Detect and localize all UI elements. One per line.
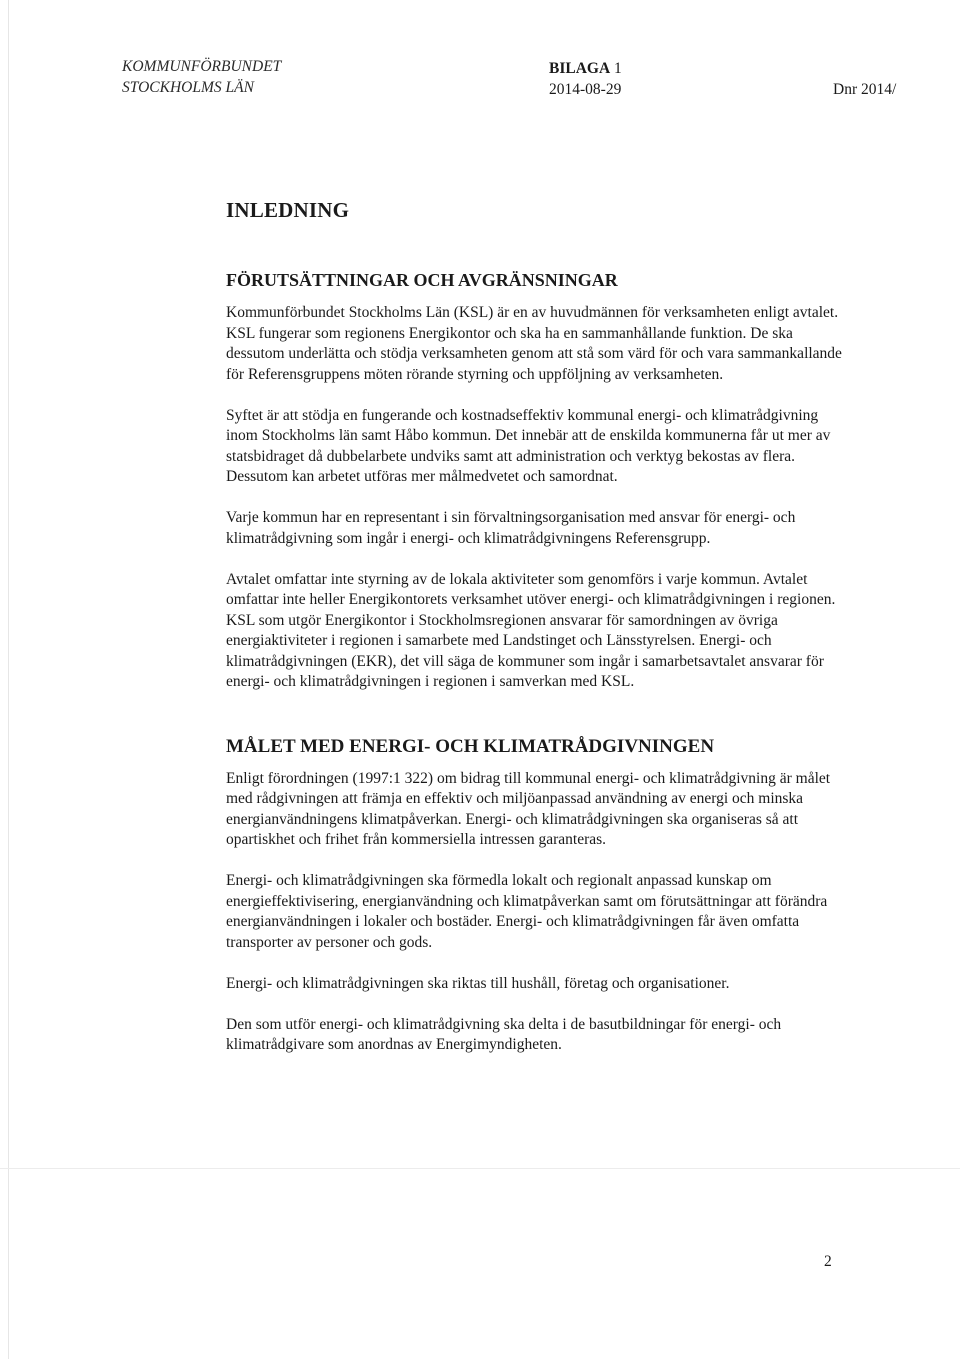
section-heading-prerequisites: FÖRUTSÄTTNINGAR OCH AVGRÄNSNINGAR	[226, 270, 618, 290]
organization-header	[122, 56, 281, 98]
paragraph: Energi- och klimatrådgivningen ska riktas till hushåll, företag och organisationer.	[226, 974, 730, 992]
registration-number: Dnr 2014/	[833, 81, 897, 98]
attachment-number: 1	[614, 60, 622, 77]
organization-name-line2: STOCKHOLMS LÄN	[122, 79, 254, 96]
paragraph: Kommunförbundet Stockholms Län (KSL) är en av huvudmännen för verksamheten enligt avtalet. KSL fungerar som regionens Energikontor och ska ha en sammanhållande funktion. De ska dessutom underlätta och stödja verksamheten genom att stå som värd för och vara sammankallande för Referensgruppens möten rörande styrning och uppföljning av verksamheten.	[226, 304, 842, 383]
scan-margin-line	[8, 0, 9, 1359]
paragraph: Varje kommun har en representant i sin förvaltningsorganisation med ansvar för energi- och klimatrådgivning som ingår i energi- och klimatrådgivningens Referensgrupp.	[226, 509, 796, 547]
document-date: 2014-08-29	[549, 81, 622, 98]
footer-divider	[0, 1168, 960, 1169]
attachment-label-row	[549, 58, 622, 79]
page-number: 2	[824, 1253, 832, 1270]
document-body	[226, 196, 846, 1076]
attachment-label: BILAGA	[549, 60, 611, 77]
attachment-header	[549, 58, 622, 100]
paragraph: Syftet är att stödja en fungerande och kostnadseffektiv kommunal energi- och klimatrådgivning inom Stockholms län samt Håbo kommun. Det innebär att de enskilda kommunerna får ut mer av statsbidraget då dubbelarbete undviks samt att administration och verktyg bekostas av flera. Dessutom kan arbetet utföras mer målmedvetet och samordnat.	[226, 406, 831, 485]
organization-name-line1: KOMMUNFÖRBUNDET	[122, 58, 282, 75]
paragraph: Den som utför energi- och klimatrådgivning ska delta i de basutbildningar för energi- och klimatrådgivare som anordnas av Energimyndigheten.	[226, 1015, 782, 1053]
paragraph: Enligt förordningen (1997:1 322) om bidrag till kommunal energi- och klimatrådgivning är målet med rådgivningen att främja en effektiv och miljöanpassad användning av energi och minska energianvändningens klimatpåverkan. Energi- och klimatrådgivningen ska organiseras så att opartiskhet och frihet från kommersiella intressen garanteras.	[226, 769, 831, 848]
section-heading-goal: MÅLET MED ENERGI- OCH KLIMATRÅDGIVNINGEN	[226, 735, 715, 757]
paragraph: Energi- och klimatrådgivningen ska förmedla lokalt och regionalt anpassad kunskap om energieffektivisering, energianvändning och klimatpåverkan samt om förutsättningar att förändra energianvändningen i lokaler och bostäder. Energi- och klimatrådgivningen får även omfatta transporter av personer och gods.	[226, 872, 828, 951]
paragraph: Avtalet omfattar inte styrning av de lokala aktiviteter som genomförs i varje kommun. Avtalet omfattar inte heller Energikontorets verksamhet utöver energi- och klimatrådgivningen i regionen. KSL som utgör Energikontor i Stockholmsregionen ansvarar för samordningen av övriga energiaktiviteter i regionen i samarbete med Landstinget och Länsstyrelsen. Energi- och klimatrådgivningen (EKR), det vill säga de kommuner som ingår i samarbetsavtalet ansvarar för energi- och klimatrådgivningen i regionen i samverkan med KSL.	[226, 570, 836, 690]
document-title: INLEDNING	[226, 198, 350, 222]
